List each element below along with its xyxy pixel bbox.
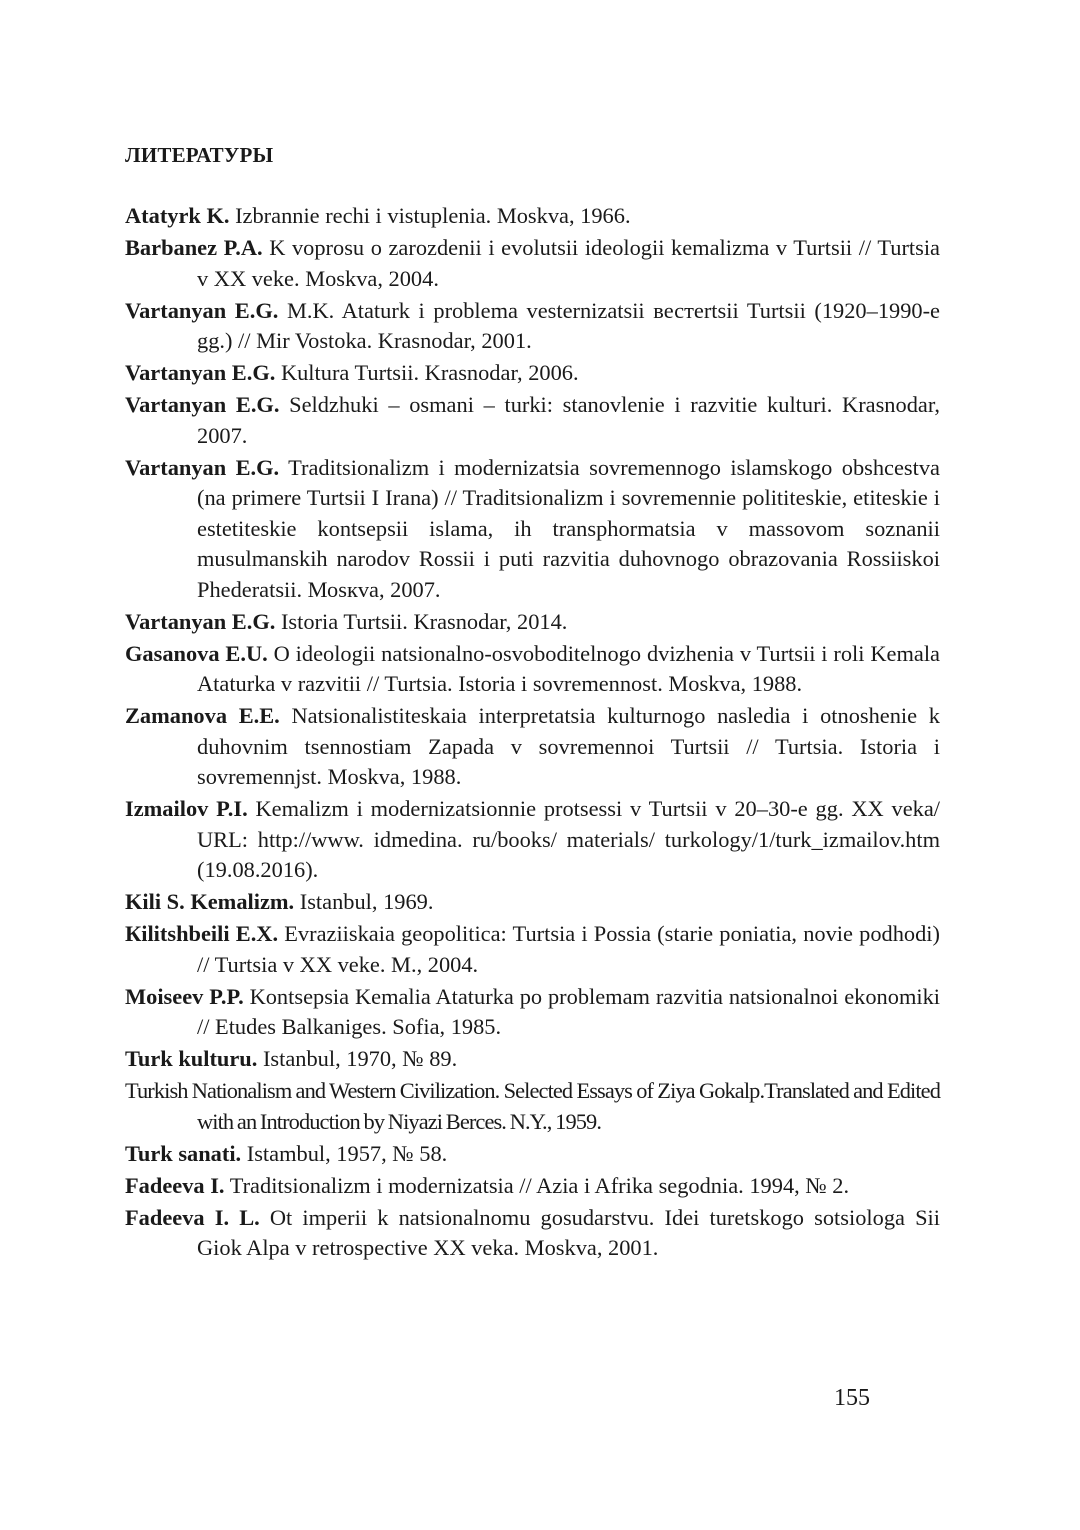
reference-entry [125,982,940,1043]
reference-text: Istambul, 1957, № 58. [241,1140,448,1166]
reference-entry [125,390,940,451]
reference-entry [125,919,940,980]
reference-text: Ot imperii k natsionalnomu gosudarstvu. Idei turetskogo sotsiologa Sii Giok Alpa v retrospective XX veka. Moskva, 2001. [197,1204,940,1260]
reference-author: Vartanyan E.G. [125,297,279,323]
reference-author: Barbanez P.A. [125,235,263,260]
reference-author: Vartanyan E.G. [125,454,280,480]
reference-entry [125,607,940,638]
reference-entry [125,296,940,357]
reference-entry [125,201,940,232]
reference-entry [125,1203,940,1264]
reference-author: Fadeeva I. [125,1172,225,1198]
reference-text: Kemalizm i modernizatsionnie protsessi v Turtsii v 20–30-e gg. XX veka/ URL: http://www. idmedina. ru/books/ materials/ turkology/1/turk_izmailov.htm (19.08.2016). [197,796,940,882]
reference-entry [125,233,940,294]
reference-text: Kontsepsia Kemalia Ataturka po problemam razvitia natsionalnoi ekonomiki // Etudes Balkaniges. Sofia, 1985. [197,983,940,1039]
reference-entry [125,1171,940,1202]
reference-text: Istanbul, 1969. [294,889,434,914]
reference-entry [125,794,940,886]
reference-entry [125,358,940,389]
section-heading: ЛИТЕРАТУРЫ [125,143,274,167]
reference-author: Zamanova E.E. [125,703,280,728]
reference-author: Кilitshbeili E.X. [125,921,279,946]
reference-entry [125,1139,940,1170]
reference-entry [125,887,940,918]
reference-author: Turk sanati. [125,1140,242,1166]
reference-text: Natsionalistiteskaia interpretatsia kulturnogo nasledia i otnoshenie k duhovnim tsennostiam Zapada v sovremennoi Turtsii // Turtsia. Istoria i sovremennjst. Moskva, 1988. [197,703,940,789]
reference-text: Seldzhuki – osmani – turki: stanovlenie i razvitie kulturi. Krasnodar, 2007. [197,392,940,448]
reference-text: Traditsionalizm i modernizatsia // Azia i Afrika segodnia. 1994, № 2. [224,1172,850,1198]
reference-text: M.K. Ataturk i problema vesternizatsii вестеrtsii Turtsii (1920–1990-e gg.) // Mir Vostoka. Krasnodar, 2001. [197,297,940,353]
reference-author: Fadeeva I. L. [125,1204,260,1230]
reference-entry [125,701,940,793]
reference-text: Izbrannie rechi i vistuplenia. Moskva, 1966. [229,203,631,228]
reference-author: Kili S. Kemalizm. [125,889,295,914]
reference-author: Atatyrk K. [125,203,230,228]
reference-author: Moiseev P.P. [125,983,244,1009]
reference-text: Istanbul, 1970, № 89. [257,1046,458,1071]
reference-author: Vartanyan E.G. [125,360,276,385]
reference-text: O ideologii natsionalno-osvoboditelnogo dvizhenia v Turtsii i roli Kemala Ataturka v razvitii // Turtsia. Istoria i sovremennost. Moskva, 1988. [197,640,940,696]
reference-text: Turkish Nationalism and Western Civilization. Selected Essays of Ziya Gokalp.Translated and Edited with an Introduction by Niyazi Berces. N.Y., 1959. [125,1078,940,1134]
reference-text: Istoria Turtsii. Krasnodar, 2014. [275,608,568,634]
reference-entry [125,639,940,700]
reference-text: K voprosu o zarozdenii i evolutsii ideologii kemalizma v Turtsii // Turtsia v XX veke. Moskva, 2004. [197,235,940,291]
reference-entry [125,1044,940,1075]
reference-author: Vartanyan E.G. [125,392,280,417]
reference-author: Izmailov P.I. [125,796,248,821]
reference-text: Kultura Turtsii. Krasnodar, 2006. [275,360,579,385]
reference-text: Evraziiskaia geopolitica: Turtsia i Possia (starie poniatia, novie podhodi) // Turtsia v XX veke. M., 2004. [197,921,940,977]
reference-text: Traditsionalizm i modernizatsia sovremennogo islamskogo obshcestva (na primere Turtsii I Irana) // Traditsionalizm i sovremennie polititeskie, etiteskie i estetiteskie kontsepsii islama, ih transphormatsia v massovom soznanii musulmanskih narodov Rossii i puti razvitia duhovnogo obrazovania Rossiiskoi Phederatsii. Моsкva, 2007. [197,454,940,602]
reference-list [125,201,940,1265]
reference-author: Vartanyan E.G. [125,608,276,634]
reference-author: Turk kulturu. [125,1046,258,1071]
reference-entry [125,453,940,606]
reference-entry [125,1076,940,1137]
reference-author: Gasanova E.U. [125,640,268,666]
page-number: 155 [834,1385,870,1411]
